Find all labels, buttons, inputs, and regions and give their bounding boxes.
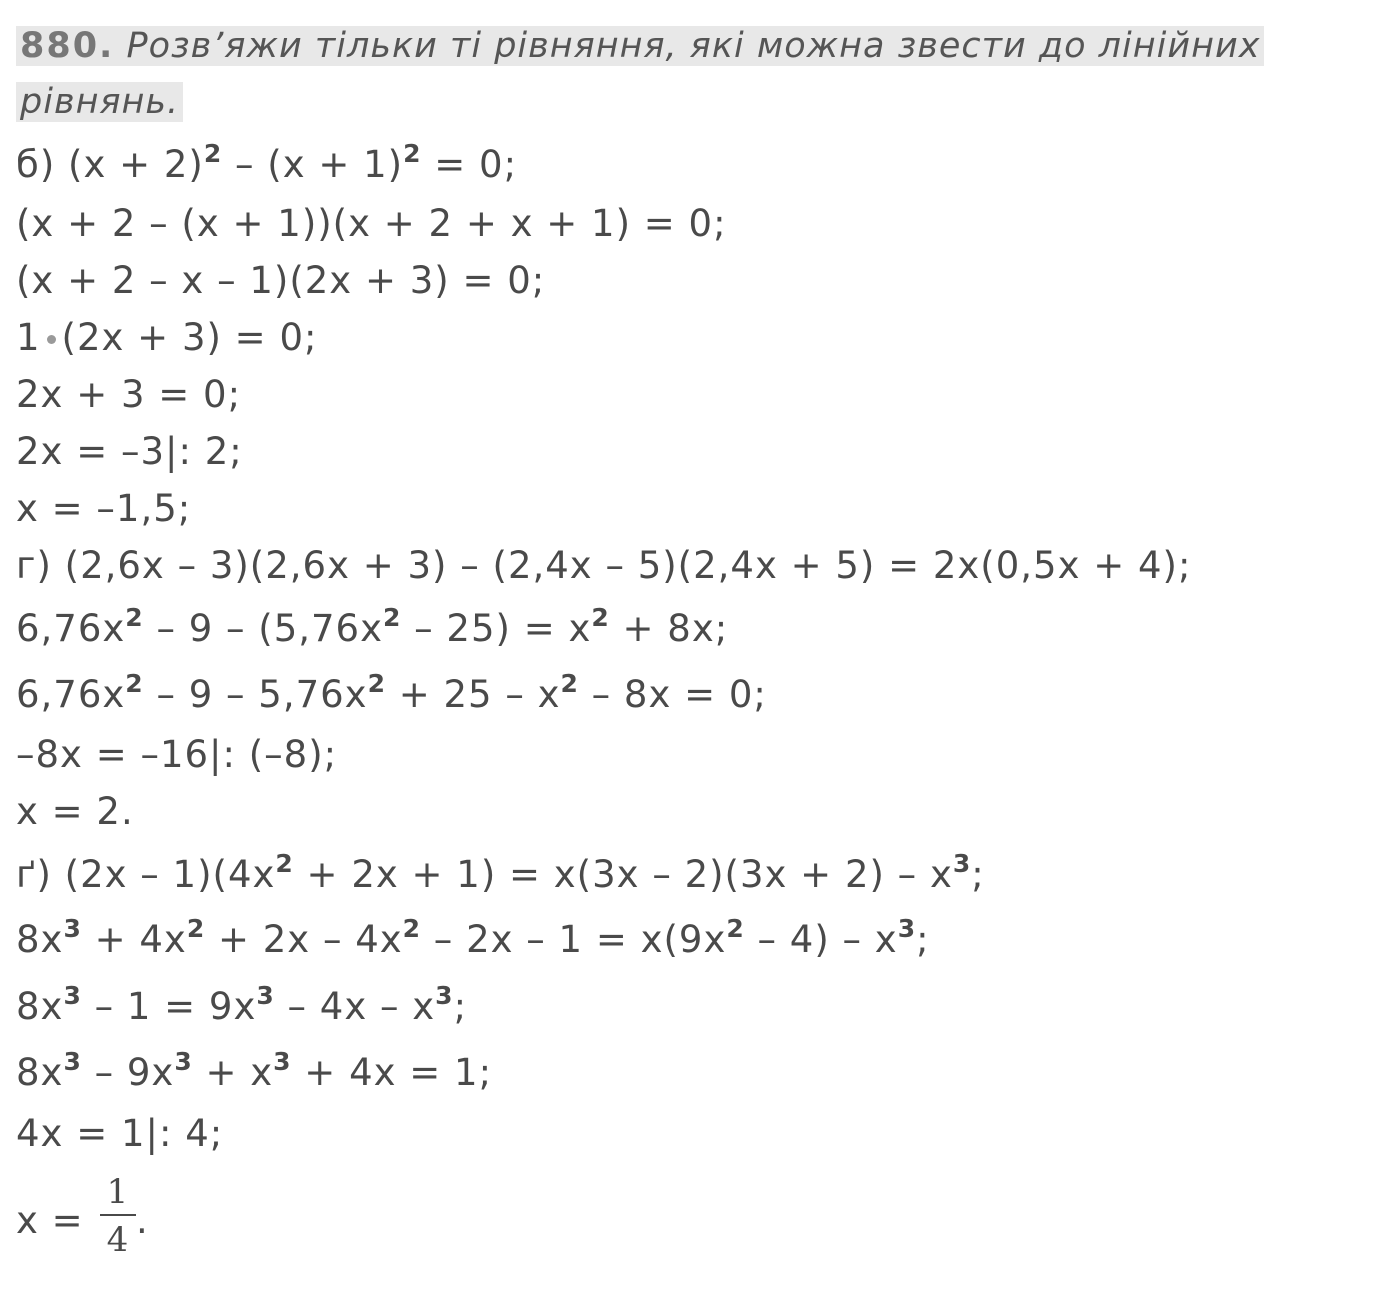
equation-line: г) (2,6x – 3)(2,6x + 3) – (2,4x – 5)(2,4x + 5) = 2x(0,5x + 4); [16,544,1192,587]
fraction-bar [100,1214,136,1216]
equation-line: б) $(x + 2)^2 - (x + 1)^2 = 0$; [16,139,518,186]
fraction-numerator: 1 [106,1172,130,1212]
equation-line: $6,76x^2 - 9 - 5,76x^2 + 25 - x^2 - 8x = 0$; [16,669,767,716]
equation-line: x = [16,1199,97,1242]
task-statement [16,18,1356,130]
equation-line: $8x^3 + 4x^2 + 2x - 4x^2 - 2x - 1 = x(9x^2 - 4) - x^3$; [16,914,930,961]
equation-line: $8x^3 - 1 = 9x^3 - 4x - x^3$; [16,981,468,1028]
equation-line: 2x + 3 = 0; [16,373,242,416]
task-text: Розв’яжи тільки ті рівняння, які можна звести до лінійних рівнянь. [20,26,1261,122]
equation-line: 1 (2x + 3) = 0; [16,316,318,359]
equation-line: x = 2. [16,790,134,833]
fraction-denominator: 4 [106,1220,130,1260]
equation-line: 4x = 1|: 4; [16,1112,224,1155]
equation-line: (x + 2 – x – 1)(2x + 3) = 0; [16,259,546,302]
equation-line: $6,76x^2 - 9 - (5,76x^2 - 25) = x^2 + 8x$; [16,603,729,650]
equation-line: $8x^3 - 9x^3 + x^3 + 4x = 1$; [16,1047,493,1094]
equation-line: –8x = –16|: (–8); [16,733,338,776]
equation-line: ґ) $(2x - 1)(4x^2 + 2x + 1) = x(3x - 2)(3x + 2) - x^3$; [16,849,985,896]
task-number: 880. [20,26,115,66]
final-fraction [100,1172,136,1260]
multiplication-dot [47,335,56,344]
equation-line: (x + 2 – (x + 1))(x + 2 + x + 1) = 0; [16,202,727,245]
fraction-period: . [136,1199,149,1242]
equation-line: x = –1,5; [16,487,192,530]
equation-line: 2x = –3|: 2; [16,430,243,473]
